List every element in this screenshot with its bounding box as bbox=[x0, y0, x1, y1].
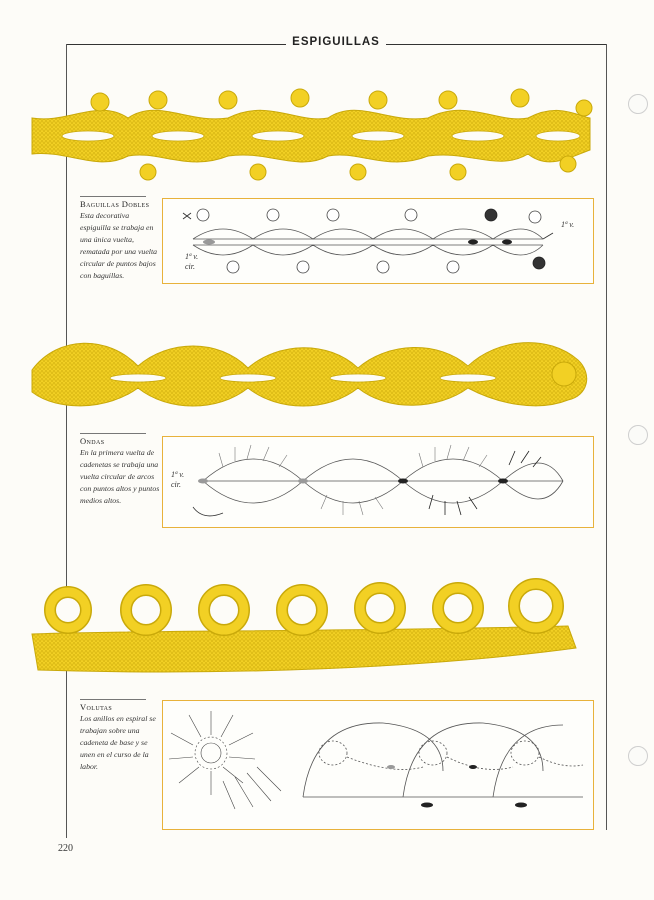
stitch-chart bbox=[163, 437, 593, 527]
section-title-ondas: Ondas bbox=[80, 436, 105, 446]
caption-rule bbox=[80, 433, 146, 434]
section-title-baguillas: Baguillas Dobles bbox=[80, 199, 150, 209]
page-title: ESPIGUILLAS bbox=[286, 36, 386, 48]
crochet-photo-baguillas bbox=[28, 88, 598, 188]
right-margin-rule bbox=[606, 44, 607, 830]
page-number: 220 bbox=[58, 843, 73, 854]
yarn-band bbox=[32, 110, 590, 162]
section-description-volutas: Los anillos en espiral se trabajan sobre una cadeneta de base y se unen en el curso de la labor. bbox=[80, 714, 156, 771]
binder-hole bbox=[628, 746, 648, 766]
crochet-photo-ondas bbox=[28, 330, 598, 420]
row-label-right: 1ª v. bbox=[561, 220, 575, 229]
section-description-baguillas: Esta decorativa espiguilla se trabaja en una única vuelta, rematada por una vuelta circular de puntos bajos con baguillas. bbox=[80, 211, 158, 280]
stitch-diagram-ondas bbox=[162, 436, 594, 528]
circ-label: cir. bbox=[171, 480, 181, 489]
stitch-diagram-volutas bbox=[162, 700, 594, 830]
circ-label: cir. bbox=[185, 262, 195, 271]
section-title-volutas: Volutas bbox=[80, 702, 113, 712]
caption-rule bbox=[80, 699, 146, 700]
binder-hole bbox=[628, 94, 648, 114]
stitch-chart bbox=[163, 199, 593, 283]
crochet-photo-volutas bbox=[28, 570, 598, 680]
stitch-diagram-baguillas bbox=[162, 198, 594, 284]
row-label-left: 1ª v. bbox=[185, 252, 199, 261]
section-description-ondas: En la primera vuelta de cadenetas se trabaja una vuelta circular de arcos con puntos altos y puntos medios altos. bbox=[80, 448, 160, 505]
binder-hole bbox=[628, 425, 648, 445]
caption-rule bbox=[80, 196, 146, 197]
row-label-left: 1ª v. bbox=[171, 470, 185, 479]
stitch-chart bbox=[163, 701, 593, 829]
